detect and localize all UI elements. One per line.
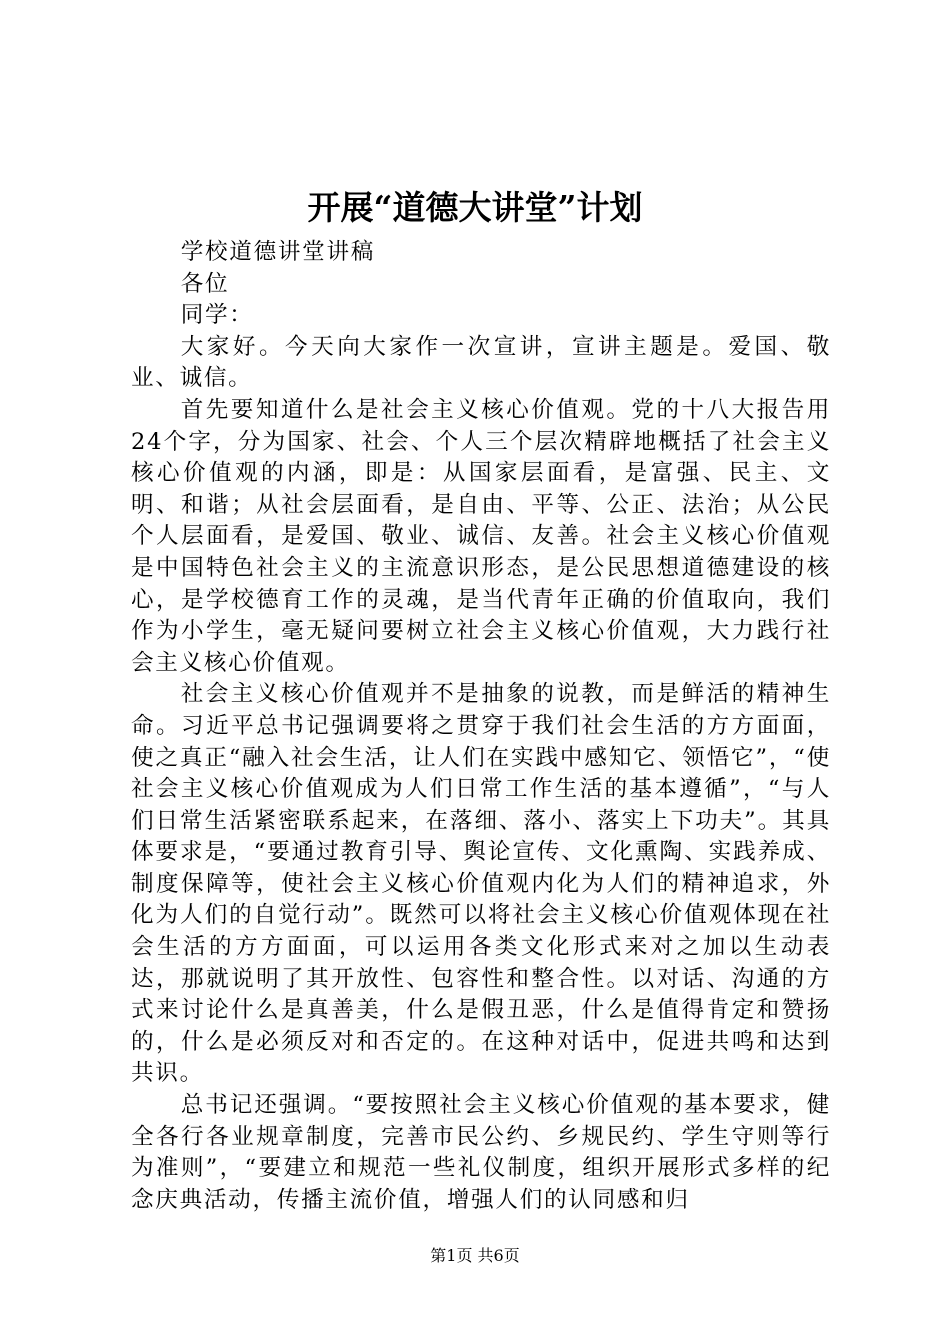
page-footer: 第1页 共6页 bbox=[430, 1246, 520, 1265]
paragraph-core-values: 首先要知道什么是社会主义核心价值观。党的十八大报告用24个字，分为国家、社会、个人三个层次精辟地概括了社会主义核心价值观的内涵，即是：从国家层面看，是富强、民主、文明、和谐；从社会层面看，是自由、平等、公正、法治；从公民个人层面看，是爱国、敬业、诚信、友善。社会主义核心价值观是中国特色社会主义的主流意识形态，是公民思想道德建设的核心，是学校德育工作的灵魂，是当代青年正确的价值取向，我们作为小学生，毫无疑问要树立社会主义核心价值观，大力践行社会主义核心价值观。 bbox=[131, 396, 831, 676]
paragraph-greeting: 大家好。今天向大家作一次宣讲，宣讲主题是。爱国、敬业、诚信。 bbox=[131, 333, 831, 392]
paragraph-living-spirit: 社会主义核心价值观并不是抽象的说教，而是鲜活的精神生命。习近平总书记强调要将之贯穿于我们社会生活的方方面面，使之真正“融入社会生活，让人们在实践中感知它、领悟它”，“使社会主义核心价值观成为人们日常工作生活的基本遵循”，“与人们日常生活紧密联系起来，在落细、落小、落实上下功夫”。其具体要求是，“要通过教育引导、舆论宣传、文化熏陶、实践养成、制度保障等，使社会主义核心价值观内化为人们的精神追求，外化为人们的自觉行动”。既然可以将社会主义核心价值观体现在社会生活的方方面面，可以运用各类文化形式来对之加以生动表达，那就说明了其开放性、包容性和整合性。以对话、沟通的方式来讨论什么是真善美，什么是假丑恶，什么是值得肯定和赞扬的，什么是必须反对和否定的。在这种对话中，促进共鸣和达到共识。 bbox=[131, 681, 831, 1087]
paragraph-salutation-1: 各位 bbox=[180, 270, 230, 297]
document-title: 开展“道德大讲堂”计划 bbox=[307, 188, 643, 227]
paragraph-requirements: 总书记还强调。“要按照社会主义核心价值观的基本要求，健全各行各业规章制度，完善市民公约、乡规民约、学生守则等行为准则”，“要建立和规范一些礼仪制度，组织开展形式多样的纪念庆典活动，传播主流价值，增强人们的认同感和归 bbox=[131, 1092, 831, 1213]
document-body bbox=[131, 237, 831, 1216]
paragraph-heading-line: 学校道德讲堂讲稿 bbox=[180, 239, 376, 265]
paragraph-salutation-2: 同学： bbox=[180, 302, 254, 329]
